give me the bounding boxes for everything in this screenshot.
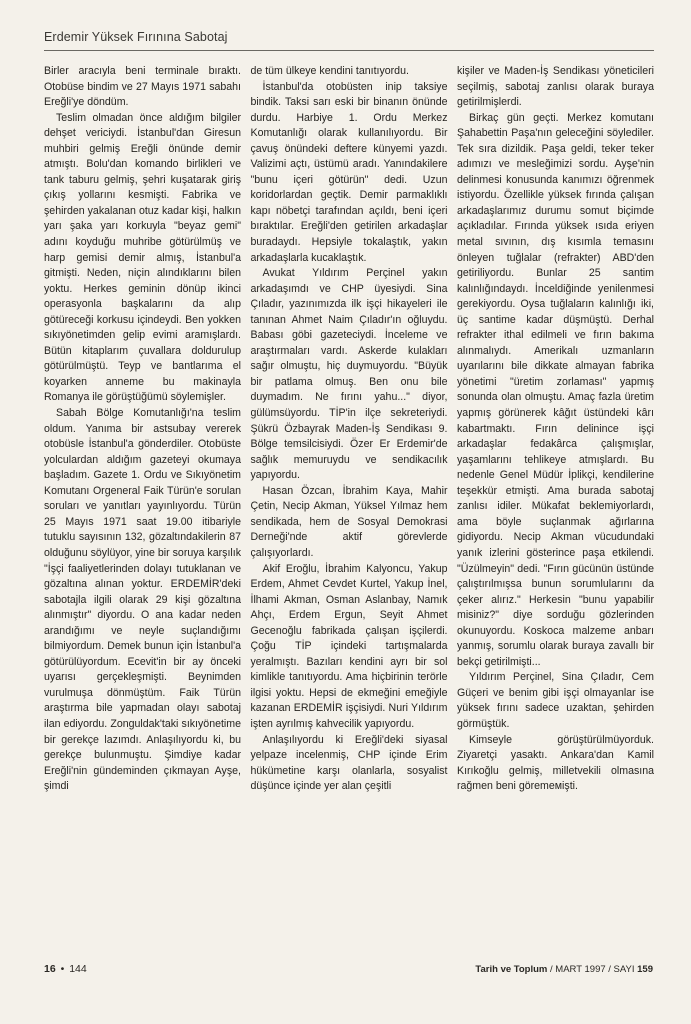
paragraph: Birler aracıyla beni terminale bıraktı. Otobüse bindim ve 27 Mayıs 1971 sabahı Ereğli'ye döndüm.: [44, 65, 241, 109]
paragraph: Birkaç gün geçti. Merkez komutanı Şahabettin Paşa'nın geleceğini söylediler. Tek sıra dizildik. Paşa geldi, teker teker adımızı ve mesleğimizi sordu. Ayşe'nin delinmesi konusunda kanımızı öğrenmek istiyordu. Özellikle yüksek fırında çalışan arkadaşlarımız durumu somut biçimde açıkladılar. Fırında yüksek ısıda eriyen metal sıvının, dış kısımla temasını önleyen tuğlalar (refrakter) ABD'den getiriliyordu. Bunlar 25 santim kalınlığındaydı. İnceldiğinde yenilenmesi gerekiyordu. Oysa tuğlaların kalınlığı iki, üç santime kadar düşmüştü. Derhal refrakter ithal edilmeli ve fırın bakıma alınmalıydı. Amerikalı uzmanların uyarılarını bile dikkate almayan fabrika yönetimi "üretim zorlaması" yapmış sonunda olan olmuştu. Amaç fazla üretim yapmış görünerek kâğıt üstündeki kârı kabartmaktı. Fırın delinince işçi arkadaşlar fedakârca çalışmışlar, yaşamlarını tehlikeye atmışlardı. Bu nedenle Genel Müdür İplikçi, kendilerine teşekkür etmişti. Ama burada sabotaj zanlısı idiler. Mükafat beklemiyorlardı, ama böyle suçlanmak ağırlarına gidiyordu. Necip Akman vücudundaki yanık izlerini gösterince paşa etkilendi. "Üzülmeyin" dedi. "Fırın gücünün üstünde çalıştırılmışsa bunun sorumlularını da çeker alırız." Herkesin "bunu yapabilir misiniz?" diye sorduğu gözlerinden okunuyordu. Koskoca malzeme anbarı yanmış, sorumlu olarak buraya zavallı bir bekçi getirilmişti...: [457, 111, 654, 668]
paragraph: Hasan Özcan, İbrahim Kaya, Mahir Çetin, Necip Akman, Yüksel Yılmaz hem sendikada, hem de Sosyal Demokrasi Derneği'nde aktif görevlerde çalışıyorlardı.: [250, 484, 448, 559]
issue-date: / MART 1997 / SAYI: [550, 964, 635, 975]
issue-page-number: 144: [69, 963, 87, 975]
issue-number: 159: [637, 964, 653, 975]
text-column-1: [44, 64, 241, 952]
paragraph: Sabah Bölge Komutanlığı'na teslim oldum. Yanıma bir astsubay vererek otobüsle İstanbul'a gönderdiler. Otobüste yolculardan aldığım gazeteyi okumaya başladım. Gazete 1. Ordu ve Sıkıyönetim Komutanı Orgeneral Faik Türün'e sorulan soruları ve yanıtları yayınlıyordu. Türün 25 Mayıs 1971 saat 19.00 itibariyle tutuklu sayısının 132, gözaltındakilerin 87 olduğunu söylüyor, yine bir soruya karşılık "İşçi faaliyetlerinden dolayı tutuklanan ve gözaltına alınan yoktur. ERDEMİR'deki sabotajla ilgili olarak 29 kişi gözaltına alınmıştır" diyordu. O ana kadar neden arandığımı ve neyle suçlandığımı bilmiyordum. Demek bunun için İstanbul'a götürülüyordum. Ecevit'in bir ay önceki uyarısı gerçekleşmişti. Beynimden vurulmuşa dönmüştüm. Faik Türün araştırma bile yapmadan olayı sabotaj ilan ediyordu. Zonguldak'taki sıkıyönetime bir gerekçe lazımdı. Anlaşılıyordu ki, bu gerekçe bulunmuştu. Şimdiye kadar Ereğli'nin gündeminden çıkmayan Ayşe, şimdi: [44, 407, 241, 793]
paragraph: kişiler ve Maden-İş Sendikası yöneticileri seçilmiş, sabotaj zanlısı olarak buraya getirilmişlerdi.: [457, 65, 654, 109]
paragraph: de tüm ülkeye kendini tanıtıyordu.: [250, 65, 409, 77]
paragraph: Kimseyle görüştürülmüyorduk. Ziyaretçi yasaktı. Ankara'dan Kamil Kırıkoğlu gelmiş, milletvekili olmasına rağmen beni göremeмişti.: [457, 733, 654, 793]
paragraph: Yıldırım Perçinel, Sina Çıladır, Cem Güçeri ve benim gibi işçi olmayanlar ise yüksek fırını sadece uzaktan, şehirden görmüştük.: [457, 671, 654, 730]
page-number: [44, 963, 87, 975]
paragraph: İstanbul'da otobüsten inip taksiye bindik. Taksi sarı eski bir binanın önünde durdu. Harbiye 1. Ordu Merkez Komutanlığı olarak kullanılıyordu. Bir çavuş önündeki deftere künyemi yazdı. Valizimi açtı, üstümü aradı. Yanındakilere "bunu içeri götürün" dedi. Uzun koridorlardan geçtik. Demir parmaklıklı kapı nöbetçi tarafından açıldı, beni içeri bıraktılar. Ereğli'den getirilen arkadaşlar buradaydı. Hepsiyle tokalaştık, yakın arkadaşlarla kucaklaştık.: [250, 80, 448, 264]
paragraph: Akif Eroğlu, İbrahim Kalyoncu, Yakup Erdem, Ahmet Cevdet Kurtel, Yakup İnel, İlhami Akman, Osman Aslanbay, Namık Ahçı, Erdem Ergun, Seyit Ahmet Gecenoğlu fabrikada çalışan işçilerdi. Çoğu TİP içindeki tartışmalarda yeralmıştı. Bazıları kendini ayrı bir sol kimlikle tanıtıyordu. Ama hiçbirinin terörle ilgisi yoktu. Hepsi de ekmeğini emeğiyle kazanan ERDEMİR işçisiydi. Nuri Yıldırım işten ayrılmış kahvecilik yapıyordu.: [250, 562, 448, 730]
text-column-2: [251, 64, 448, 952]
publication-info: [475, 964, 653, 975]
running-header: Erdemir Yüksek Fırınına Sabotaj: [44, 30, 228, 44]
section-number: 16: [44, 963, 56, 975]
bullet-separator: •: [60, 963, 65, 975]
article-body: [44, 64, 654, 952]
paragraph: Anlaşılıyordu ki Ereğli'deki siyasal yelpaze incelenmiş, CHP içinde Erim hükümetine karşı olanlarla, sosyalist düşünce içinde yer alan çeşitli: [250, 733, 448, 793]
paragraph: Teslim olmadan önce aldığım bilgiler dehşet vericiydi. İstanbul'dan Giresun muhbiri gelmiş Ereğli önünde demir atmıştı. Bolu'dan komando birlikleri ve tank taburu gelmiş, şehri kuşatarak giriş çıkış yollarını kesmişti. Fabrika ve şehirden yakalanan otuz kadar kişi, halkın yarı şaka yarı korkuyla "beyaz gemi" adını koyduğu muhribe götürülmüş ve harp gemisi demir almış, İstanbul'a gitmişti. Neden, niçin alındıklarını bilen yoktu. Herkes geminin dönüp ikinci operasyonla başkalarını da alıp götüreceği korkusu içindeydi. Ben yokken sıkıyönetimden gelip evimi aramışlardı. Bütün kitaplarım çuvallara doldurulup götürülmüştü. Teyp ve bantlarıma el koyarken anneme bu makinayla Romanya ile görüştüğümü söylemişler.: [44, 111, 241, 404]
header-divider: [44, 50, 654, 51]
magazine-name: Tarih ve Toplum: [475, 964, 548, 975]
text-column-3: [457, 64, 654, 952]
paragraph: Avukat Yıldırım Perçinel yakın arkadaşımdı ve CHP üyesiydi. Sina Çıladır, yazınımızda ilk işçi hikayeleri ile tanınan Ahmet Naim Çıladır'ın oğluydu. Babası göbi gazeteciydi. İnceleme ve araştırmaları vardı. Askerde kulakları sağır olmuştu, hiç duymuyordu. "Büyük bir patlama olmuş. Ben onu bile duymadım. Ne fırını yahu..." diyor, gülümsüyordu. TİP'in ilçe sekreteriydi. Şükrü Özbayrak Maden-İş Sendikası 9. Bölge temsilcisiydi. Özer Er Erdemir'de sağlık memuruydu ve sendikacılık yapıyordu.: [250, 267, 448, 482]
